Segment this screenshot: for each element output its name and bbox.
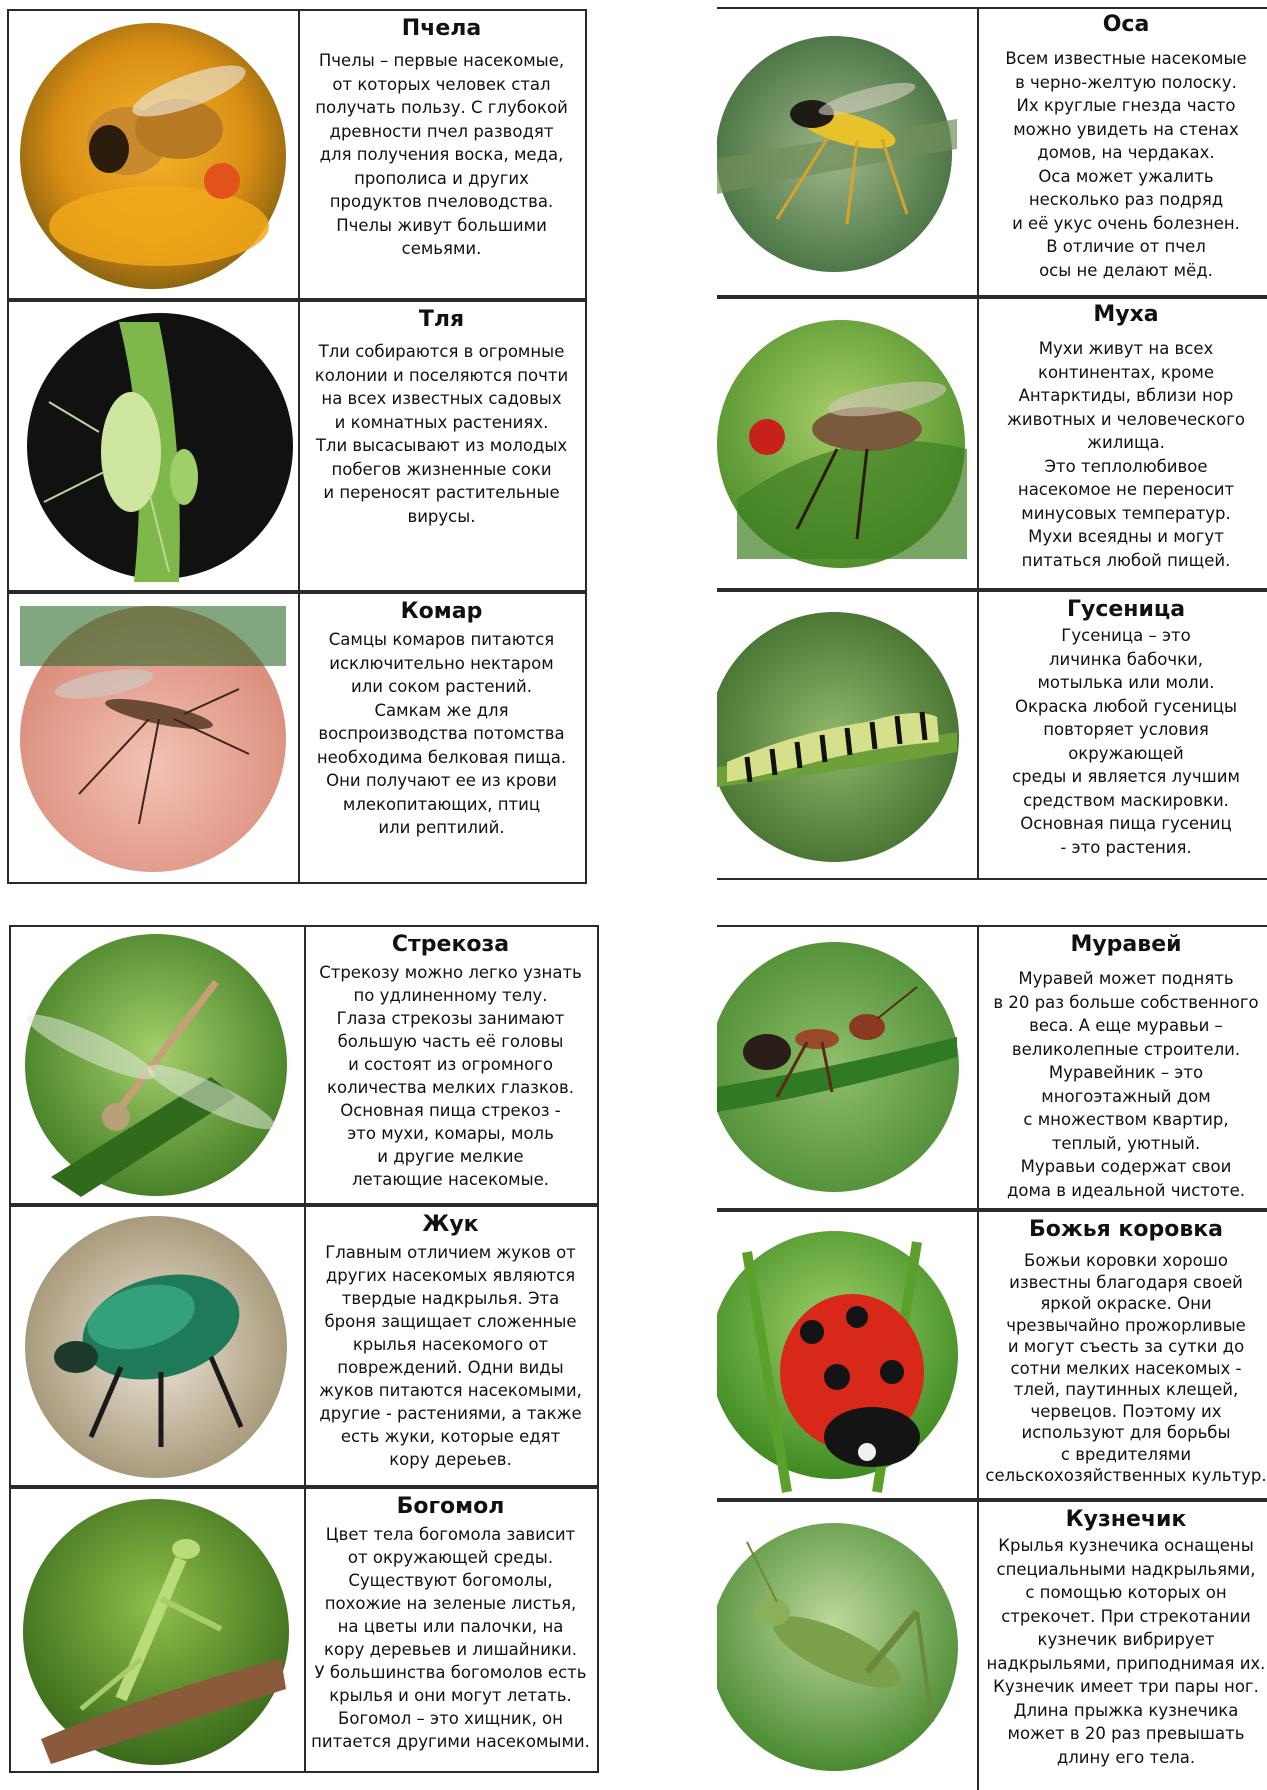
card-zhuk (9, 1205, 599, 1487)
card-description: Гусеница – это личинка бабочки, мотылька или моли. Окраска любой гусеницы повторяет условия окружающей среды и является лучшим средством маскировки. Основная пища гусениц - это растения. (1012, 626, 1240, 857)
mantis-photo (11, 1489, 306, 1771)
text-mukha (977, 299, 1267, 588)
card-pchela (7, 9, 587, 300)
caterpillar-photo (717, 592, 979, 878)
text-kuznechik (977, 1502, 1267, 1790)
card-title: Пчела (401, 16, 482, 41)
ant-photo (717, 927, 979, 1208)
card-gusenitsa (717, 590, 1267, 880)
card-description: Цвет тела богомола зависит от окружающей среды. Существуют богомолы, похожие на зеленые листья, на цветы или палочки, на кору деревьев и лишайники. У большинства богомолов есть крылья и они могут летать. Богомол – это хищник, он питается другими насекомыми. (311, 1525, 590, 1751)
text-muravey (977, 927, 1267, 1208)
card-bozhya-korovka (717, 1210, 1267, 1500)
grasshopper-photo (717, 1502, 979, 1790)
card-strekoza (9, 925, 599, 1205)
card-description: Тли собираются в огромные колонии и поселяются почти на всех известных садовых и комнатных растениях. Тли высасывают из молодых побегов жизненные соки и переносят растительные вирусы. (314, 342, 569, 526)
card-title: Жук (422, 1212, 479, 1237)
card-description: Всем известные насекомые в черно-желтую полоску. Их круглые гнезда часто можно увидеть на стенах домов, на чердаках. Оса может ужалить несколько раз подряд и её укус очень болезнен. В отличие от пчел осы не делают мёд. (1005, 49, 1247, 280)
text-zhuk (304, 1207, 597, 1485)
card-bogomol (9, 1487, 599, 1773)
card-description: Главным отличием жуков от других насекомых являются твердые надкрылья. Эта броня защищает сложенные крылья насекомого от повреждений. Одни виды жуков питаются насекомыми, другие - растениями, а также есть жуки, которые едят кору дереьев. (319, 1243, 582, 1469)
fly-photo (717, 299, 979, 588)
card-description: Пчелы – первые насекомые, от которых человек стал получать пользу. С глубокой древности пчел разводят для получения воска, меда, прополиса и других продуктов пчеловодства. Пчелы живут большими семьями. (315, 51, 568, 258)
card-title: Кузнечик (1065, 1507, 1187, 1532)
dragonfly-photo (11, 927, 306, 1203)
card-title: Гусеница (1066, 597, 1186, 622)
card-osa (717, 7, 1267, 297)
card-description: Муравей может поднять в 20 раз больше собственного веса. А еще муравьи – великолепные строители. Муравейник – это многоэтажный дом с множеством квартир, теплый, уютный. Муравьи содержат свои дома в идеальной чистоте. (993, 969, 1259, 1200)
card-title: Комар (400, 599, 483, 624)
card-description: Самцы комаров питаются исключительно нектаром или соком растений. Самкам же для воспроизводства потомства необходима белковая пища. Они получают ее из крови млекопитающих, птиц или рептилий. (316, 630, 567, 837)
card-description: Стрекозу можно легко узнать по удлиненному телу. Глаза стрекозы занимают большую часть её головы и состоят из огромного количества мелких глазков. Основная пища стрекоз - это мухи, комары, моль и другие мелкие летающие насекомые. (319, 963, 582, 1189)
card-kuznechik (717, 1500, 1267, 1790)
text-bogomol (304, 1489, 597, 1771)
card-title: Муравей (1070, 932, 1182, 957)
card-description: Мухи живут на всех континентах, кроме Антарктиды, вблизи нор животных и человеческого жилища. Это теплолюбивое насекомое не переносит минусовых температур. Мухи всеядны и могут питаться любой пищей. (1006, 339, 1246, 570)
card-description: Божьи коровки хорошо известны благодаря своей яркой окраске. Они чрезвычайно прожорливые и могут съесть за сутки до сотни мелких насекомых - тлей, паутинных клещей, червецов. Поэтому их используют для борьбы с вредителями сельскохозяйственных культур. (985, 1251, 1267, 1485)
card-title: Стрекоза (391, 932, 510, 957)
card-muravey (717, 925, 1267, 1210)
ladybug-photo (717, 1212, 979, 1498)
wasp-photo (717, 9, 979, 295)
card-tlya (7, 300, 587, 592)
aphid-photo (9, 302, 300, 590)
mosquito-photo (9, 594, 300, 882)
card-komar (7, 592, 587, 884)
text-pchela (298, 11, 585, 298)
text-strekoza (304, 927, 597, 1203)
text-osa (977, 9, 1267, 295)
text-gusenitsa (977, 592, 1267, 878)
beetle-photo (11, 1207, 306, 1485)
bee-photo (9, 11, 300, 298)
text-komar (298, 594, 585, 882)
text-bozhya-korovka (977, 1212, 1267, 1498)
card-title: Божья коровка (1028, 1217, 1224, 1242)
card-title: Оса (1102, 12, 1150, 37)
card-mukha (717, 297, 1267, 590)
card-title: Муха (1093, 302, 1159, 327)
card-description: Крылья кузнечика оснащены специальными надкрыльями, с помощью которых он стрекочет. При стрекотании кузнечик вибрирует надкрыльями, приподнимая их. Кузнечик имеет три пары ног. Длина прыжка кузнечика может в 20 раз превышать длину его тела. (986, 1536, 1266, 1767)
text-tlya (298, 302, 585, 590)
card-title: Тля (418, 307, 465, 332)
card-title: Богомол (396, 1494, 505, 1519)
